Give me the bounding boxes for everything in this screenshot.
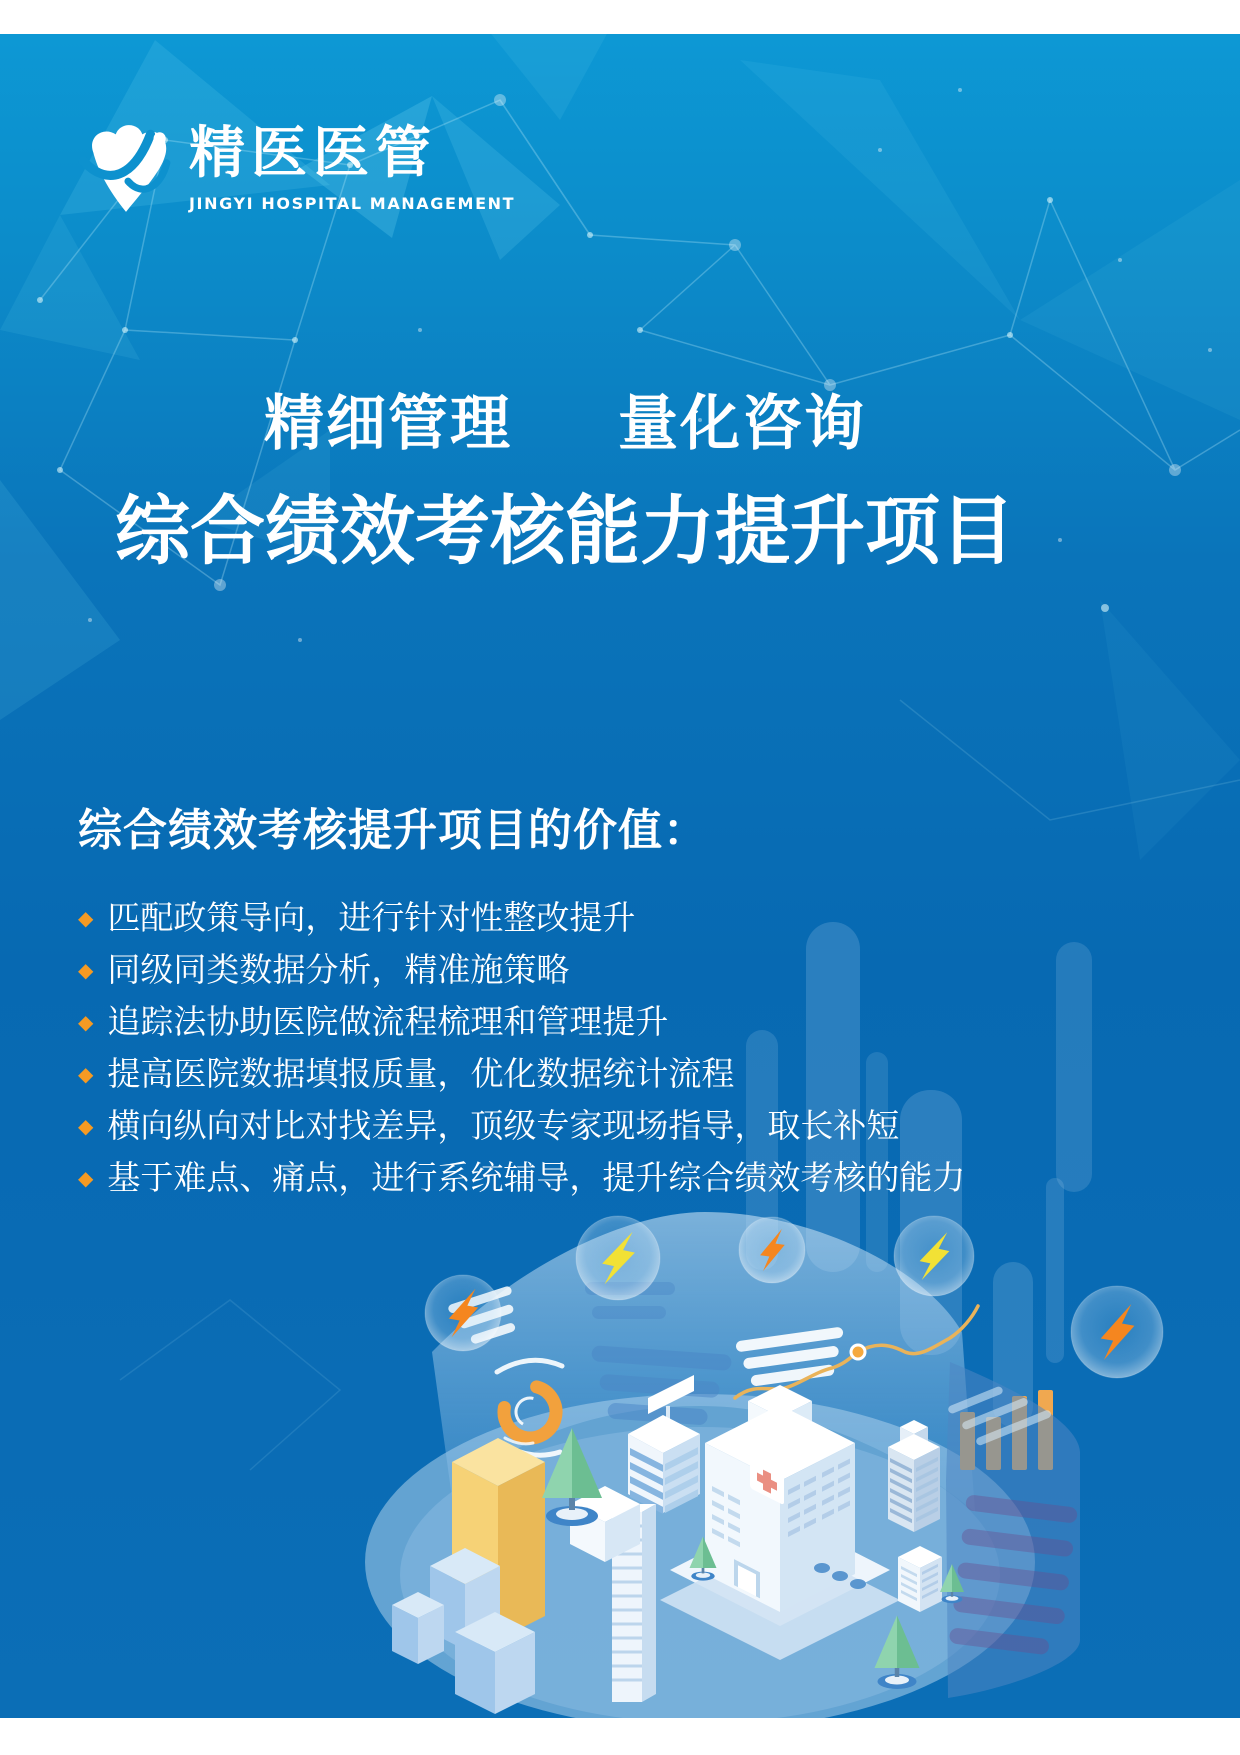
values-heading: 综合绩效考核提升项目的价值： bbox=[78, 805, 708, 856]
list-item bbox=[78, 1100, 1178, 1152]
diamond-bullet-icon: ◆ bbox=[78, 906, 94, 930]
list-item bbox=[78, 996, 1178, 1048]
brand-logo-icon bbox=[75, 118, 177, 220]
diamond-bullet-icon: ◆ bbox=[78, 1114, 94, 1138]
list-item bbox=[78, 1152, 1178, 1204]
hero-kicker-left: 精细管理 bbox=[264, 389, 512, 459]
hero-kicker-right: 量化咨询 bbox=[618, 389, 866, 459]
list-item-text: 匹配政策导向，进行针对性整改提升 bbox=[107, 898, 636, 937]
diamond-bullet-icon: ◆ bbox=[78, 1010, 94, 1034]
page-title: 综合绩效考核能力提升项目 bbox=[114, 487, 1015, 575]
values-section bbox=[78, 794, 1178, 1204]
brand-subtitle: JINGYI HOSPITAL MANAGEMENT bbox=[189, 194, 516, 213]
top-white-margin bbox=[0, 0, 1240, 34]
brand-name: 精医医管 bbox=[189, 121, 437, 186]
list-item bbox=[78, 1048, 1178, 1100]
values-list bbox=[78, 892, 1178, 1204]
diamond-bullet-icon: ◆ bbox=[78, 1062, 94, 1086]
diamond-bullet-icon: ◆ bbox=[78, 958, 94, 982]
list-item-text: 横向纵向对比对找差异，顶级专家现场指导，取长补短 bbox=[107, 1106, 900, 1145]
list-item bbox=[78, 944, 1178, 996]
list-item-text: 追踪法协助医院做流程梳理和管理提升 bbox=[107, 1002, 669, 1041]
list-item bbox=[78, 892, 1178, 944]
diamond-bullet-icon: ◆ bbox=[78, 1166, 94, 1190]
brand-logo bbox=[75, 118, 515, 220]
bottom-white-margin bbox=[0, 1718, 1240, 1755]
list-item-text: 提高医院数据填报质量，优化数据统计流程 bbox=[107, 1054, 735, 1093]
hero-kicker bbox=[0, 376, 1130, 462]
list-item-text: 同级同类数据分析，精准施策略 bbox=[107, 950, 570, 989]
list-item-text: 基于难点、痛点，进行系统辅导，提升综合绩效考核的能力 bbox=[107, 1158, 966, 1197]
